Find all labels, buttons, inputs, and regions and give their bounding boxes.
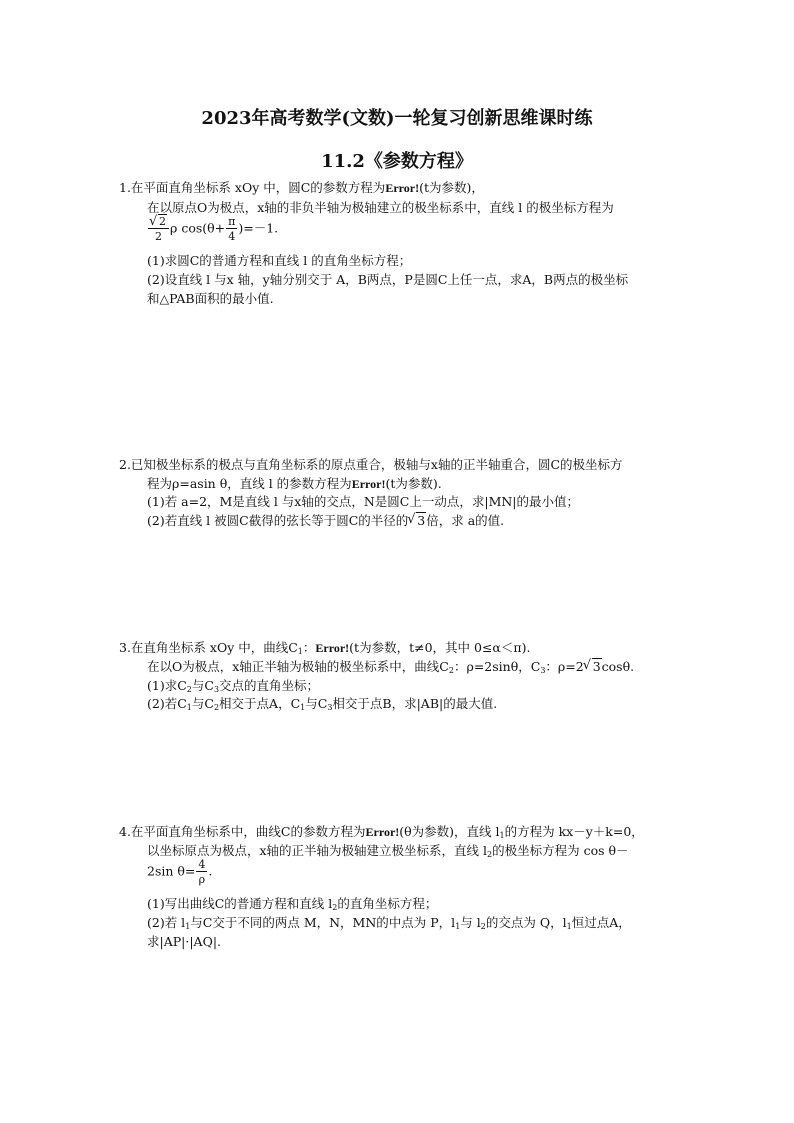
q2-part-1: (1)若 a=2，M是直线 l 与x轴的交点，N是圆C上一动点，求|MN|的最小值； <box>147 494 580 509</box>
sqrt3: √ 3 <box>584 659 602 674</box>
q4-line-2: 以坐标原点为极点，x轴的正半轴为极轴建立极坐标系，直线 $l_2$的极坐标方程为 cos θ－ <box>147 843 629 859</box>
q3-part-1: (1)求$C_2$与$C_3$交点的直角坐标； <box>147 678 320 694</box>
q1-part-2-cont: 和△PAB面积的最小值. <box>147 291 274 306</box>
q2-line-2: 程为ρ=asin θ，直线 l 的参数方程为Error!(t为参数). <box>147 476 442 491</box>
q1-line-3: √ $\frac{2}{2}$ ρ cos(θ+ $\frac{\pi}{4}$ )=－1. <box>147 216 278 242</box>
error-token: Error! <box>385 181 420 195</box>
q1-part-1: (1)求圆C的普通方程和直线 l 的直角坐标方程； <box>147 253 412 268</box>
q1-line-1: 1.在平面直角坐标系 xOy 中，圆C的参数方程为Error!(t为参数)， <box>119 180 484 195</box>
q4-part-2: (2)若 $l_1$与C交于不同的两点 M，N，MN的中点为 P，$l_1$与 $l_2$的交点为 Q，$l_1$恒过点A， <box>147 915 631 931</box>
q1-part-2: (2)设直线 l 与x 轴，y轴分别交于 A，B两点，P是圆C上任一点，求A，B两点的极坐标 <box>147 272 629 287</box>
q3-line-1: 3.在直角坐标系 xOy 中，曲线$C_1$：Error!(t为参数，t≠0，其中 0≤α＜π). <box>119 640 531 656</box>
document-title: 2023年高考数学(文数)一轮复习创新思维课时练 <box>201 108 593 129</box>
error-token: Error! <box>315 641 350 655</box>
error-token: Error! <box>365 825 400 839</box>
q2-line-1: 2.已知极坐标系的极点与直角坐标系的原点重合，极轴与x轴的正半轴重合，圆C的极坐标方 <box>119 457 623 472</box>
q4-part-2-cont: 求|AP|·|AQ|. <box>147 934 222 949</box>
q4-line-1: 4.在平面直角坐标系中，曲线C的参数方程为Error!(θ为参数)，直线 $l_1$的方程为 kx－y＋k=0， <box>119 824 644 840</box>
q3-part-2: (2)若$C_1$与$C_2$相交于点A，$C_1$与$C_3$相交于点B，求|AB|的最大值. <box>147 696 498 712</box>
sqrt3: √ 3 <box>408 513 426 528</box>
4-over-rho-fraction: $\frac{4}{\rho}$ <box>198 858 206 886</box>
q4-line-3: 2sin θ= $\frac{4}{\rho}$ . <box>147 858 213 886</box>
sqrt2-over-2-fraction: √ $\frac{2}{2}$ <box>148 216 169 242</box>
q2-part-2: (2)若直线 l 被圆C截得的弦长等于圆C的半径的√ 3倍，求 a的值. <box>147 511 504 529</box>
q1-line-2: 在以原点O为极点，x轴的非负半轴为极轴建立的极坐标系中，直线 l 的极坐标方程为 <box>147 200 614 215</box>
q4-part-1: (1)写出曲线C的普通方程和直线 $l_2$的直角坐标方程； <box>147 896 438 912</box>
pi-over-4-fraction: $\frac{\pi}{4}$ <box>228 215 236 243</box>
error-token: Error! <box>351 477 386 491</box>
q3-line-2: 在以O为极点，x轴正半轴为极轴的极坐标系中，曲线$C_2$：ρ=2sinθ，$C_3$：ρ=2√ 3cosθ. <box>147 657 634 675</box>
document-subtitle: 11.2《参数方程》 <box>321 151 473 172</box>
